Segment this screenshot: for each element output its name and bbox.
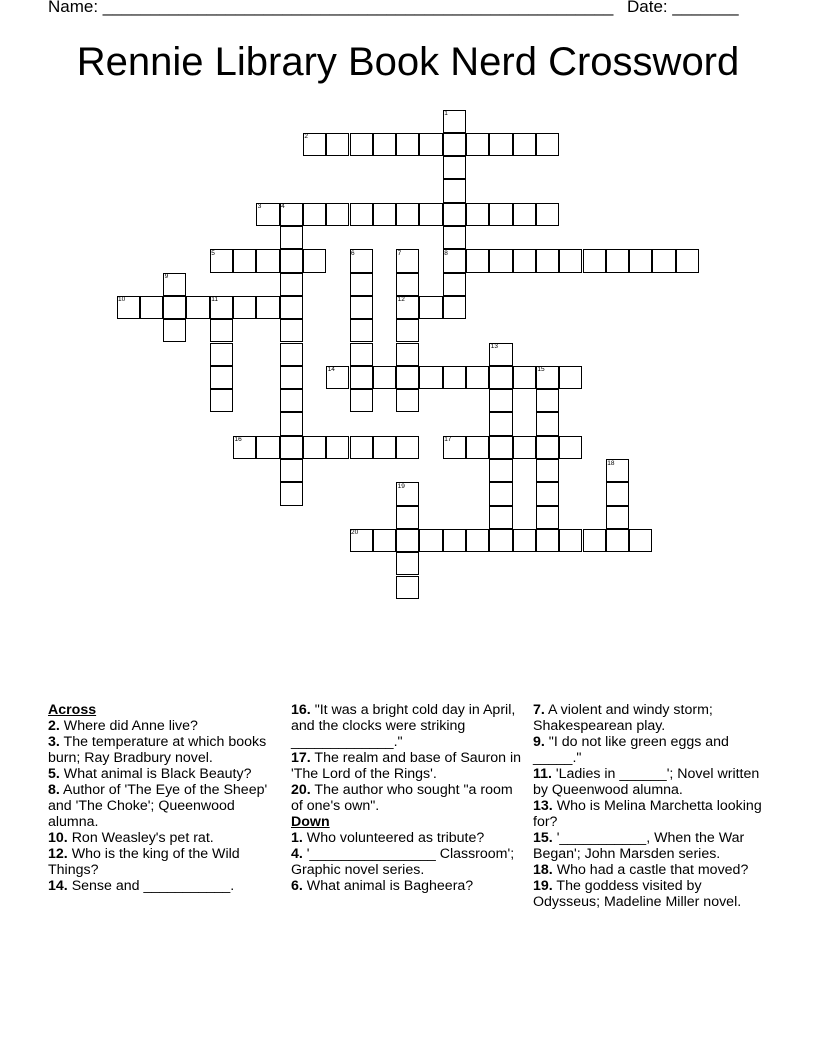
clue-number-label: 20 (351, 529, 359, 537)
grid-cell[interactable] (466, 436, 489, 459)
grid-cell[interactable] (256, 296, 279, 319)
grid-cell[interactable] (652, 249, 675, 272)
grid-cell[interactable] (396, 343, 419, 366)
clue-across-14 (48, 878, 284, 894)
grid-cell[interactable] (280, 366, 303, 389)
grid-cell[interactable] (396, 319, 419, 342)
grid-cell[interactable] (303, 203, 326, 226)
grid-cell[interactable] (396, 506, 419, 529)
clue-text: Author of 'The Eye of the Sheep' and 'The Choke'; Queenwood alumna. (48, 782, 268, 830)
grid-cell[interactable] (536, 249, 559, 272)
grid-cell[interactable] (489, 529, 512, 552)
clue-number-label: 13 (490, 343, 499, 350)
grid-cell[interactable] (583, 249, 606, 272)
clue-number: 17. (291, 750, 311, 766)
clue-column-2 (291, 702, 527, 894)
grid-cell[interactable] (419, 366, 442, 389)
clue-across-8 (48, 782, 284, 830)
grid-cell[interactable] (606, 249, 629, 272)
clue-column-1 (48, 702, 284, 894)
clue-number: 16. (291, 702, 311, 718)
clue-text: 'Ladies in ______'; Novel written by Queenwood alumna. (533, 766, 760, 798)
grid-cell[interactable] (513, 249, 536, 272)
grid-cell[interactable] (280, 249, 303, 272)
grid-cell[interactable] (163, 296, 186, 319)
grid-cell[interactable] (326, 436, 349, 459)
grid-cell[interactable] (350, 133, 373, 156)
clue-number: 15. (533, 830, 553, 846)
grid-cell[interactable] (606, 482, 629, 505)
clue-across-10 (48, 830, 284, 846)
grid-cell[interactable] (210, 389, 233, 412)
grid-cell[interactable] (396, 436, 419, 459)
grid-cell[interactable] (140, 296, 163, 319)
date-field-label[interactable]: Date: _______ (627, 0, 739, 16)
across-heading: Across (48, 702, 97, 718)
clue-number: 9. (533, 734, 545, 750)
grid-cell[interactable] (489, 133, 512, 156)
grid-cell[interactable] (350, 389, 373, 412)
grid-cell[interactable] (396, 133, 419, 156)
clue-number: 6. (291, 878, 303, 894)
clue-down-13 (533, 798, 769, 830)
grid-cell[interactable] (396, 389, 419, 412)
clue-text: "I do not like green eggs and _____." (533, 734, 729, 766)
clue-text: Who is Melina Marchetta looking for? (533, 798, 762, 830)
grid-cell[interactable] (350, 273, 373, 296)
clue-number-label: 14 (327, 366, 335, 374)
grid-cell[interactable] (280, 412, 303, 435)
grid-cell[interactable] (373, 366, 396, 389)
clue-number: 4. (291, 846, 303, 862)
grid-cell[interactable] (489, 203, 512, 226)
grid-cell[interactable] (536, 506, 559, 529)
clue-number-label: 1 (444, 110, 448, 117)
grid-cell[interactable] (373, 133, 396, 156)
grid-cell[interactable] (629, 249, 652, 272)
page-title: Rennie Library Book Nerd Crossword (76, 40, 740, 84)
grid-cell[interactable] (419, 203, 442, 226)
clue-number-label: 2 (304, 133, 309, 141)
clue-number-label: 4 (281, 203, 285, 211)
grid-cell[interactable] (513, 203, 536, 226)
grid-cell[interactable] (419, 296, 442, 319)
down-heading: Down (291, 814, 330, 830)
grid-cell[interactable] (513, 366, 536, 389)
clue-across-12 (48, 846, 284, 878)
clue-number: 8. (48, 782, 60, 798)
grid-cell[interactable] (536, 389, 559, 412)
grid-cell[interactable] (233, 296, 256, 319)
clue-down-4 (291, 846, 527, 878)
clue-number: 3. (48, 734, 60, 750)
grid-cell[interactable] (466, 133, 489, 156)
grid-cell[interactable] (443, 529, 466, 552)
grid-cell[interactable] (373, 529, 396, 552)
clue-text: Sense and ___________. (71, 878, 235, 894)
grid-cell[interactable] (186, 296, 209, 319)
clue-number-label: 15 (537, 366, 545, 374)
clue-text: Who volunteered as tribute? (306, 830, 485, 846)
grid-cell[interactable] (443, 366, 466, 389)
grid-cell[interactable] (210, 343, 233, 366)
grid-cell[interactable] (443, 156, 466, 179)
clue-number-label: 8 (444, 249, 448, 257)
grid-cell[interactable] (350, 203, 373, 226)
clue-number-label: 9 (164, 273, 169, 281)
grid-cell[interactable] (373, 436, 396, 459)
clue-number: 5. (48, 766, 60, 782)
clue-text: What animal is Bagheera? (306, 878, 474, 894)
grid-cell[interactable] (396, 273, 419, 296)
grid-cell[interactable] (489, 366, 512, 389)
grid-cell[interactable] (419, 529, 442, 552)
grid-cell[interactable] (233, 249, 256, 272)
grid-cell[interactable] (210, 366, 233, 389)
clue-down-6 (291, 878, 527, 894)
clue-down-1 (291, 830, 527, 846)
grid-cell[interactable] (350, 343, 373, 366)
grid-cell[interactable] (280, 389, 303, 412)
clue-text: The goddess visited by Odysseus; Madeline Miller novel. (533, 878, 742, 910)
grid-cell[interactable] (373, 203, 396, 226)
grid-cell[interactable] (536, 412, 559, 435)
clue-number: 18. (533, 862, 553, 878)
clue-across-5 (48, 766, 284, 782)
clue-text: Where did Anne live? (63, 718, 198, 734)
clue-column-3 (533, 702, 769, 910)
grid-cell[interactable] (489, 436, 512, 459)
clue-text: A violent and windy storm; Shakespearean play. (533, 702, 713, 734)
grid-cell[interactable] (280, 459, 303, 482)
clue-number: 19. (533, 878, 553, 894)
grid-cell[interactable] (326, 203, 349, 226)
clue-across-20 (291, 782, 527, 814)
grid-cell[interactable] (280, 226, 303, 249)
clue-number: 13. (533, 798, 553, 814)
grid-cell[interactable] (326, 133, 349, 156)
clue-number: 1. (291, 830, 303, 846)
grid-cell[interactable] (559, 529, 582, 552)
clue-number-label: 18 (607, 459, 615, 467)
grid-cell[interactable] (350, 436, 373, 459)
grid-cell[interactable] (443, 203, 466, 226)
clue-across-17 (291, 750, 527, 782)
clue-number: 7. (533, 702, 545, 718)
clue-number-label: 6 (351, 249, 355, 257)
clue-number-label: 16 (234, 436, 242, 444)
grid-cell[interactable] (466, 529, 489, 552)
clue-number: 10. (48, 830, 68, 846)
grid-cell[interactable] (396, 552, 419, 575)
clue-across-2 (48, 718, 284, 734)
grid-cell[interactable] (163, 319, 186, 342)
grid-cell[interactable] (419, 133, 442, 156)
grid-cell[interactable] (280, 482, 303, 505)
clue-number-label: 19 (397, 482, 405, 490)
clue-text: The temperature at which books burn; Ray Bradbury novel. (48, 734, 267, 766)
grid-cell[interactable] (280, 436, 303, 459)
grid-cell[interactable] (443, 133, 466, 156)
name-field-label[interactable]: Name: ______________________________________________________ (48, 0, 614, 16)
clue-down-9 (533, 734, 769, 766)
grid-cell[interactable] (559, 249, 582, 272)
grid-cell[interactable] (489, 412, 512, 435)
grid-cell[interactable] (350, 366, 373, 389)
grid-cell[interactable] (280, 343, 303, 366)
grid-cell[interactable] (536, 529, 559, 552)
grid-cell[interactable] (513, 436, 536, 459)
clue-down-7 (533, 702, 769, 734)
grid-cell[interactable] (350, 319, 373, 342)
clue-number: 2. (48, 718, 60, 734)
grid-cell[interactable] (280, 319, 303, 342)
clue-number-label: 5 (211, 249, 215, 257)
grid-cell[interactable] (466, 203, 489, 226)
grid-cell[interactable] (489, 482, 512, 505)
grid-cell[interactable] (396, 203, 419, 226)
grid-cell[interactable] (256, 436, 279, 459)
grid-cell[interactable] (536, 436, 559, 459)
clue-text: What animal is Black Beauty? (63, 766, 252, 782)
clue-across-3 (48, 734, 284, 766)
clue-number: 14. (48, 878, 68, 894)
clue-text: Who is the king of the Wild Things? (48, 846, 240, 878)
clue-text: "It was a bright cold day in April, and the clocks were striking _____________." (291, 702, 516, 750)
clue-text: '________________ Classroom'; Graphic novel series. (291, 846, 515, 878)
clue-number: 11. (533, 766, 552, 782)
grid-cell[interactable] (536, 459, 559, 482)
grid-cell[interactable] (303, 436, 326, 459)
grid-cell[interactable] (489, 249, 512, 272)
clue-number-label: 12 (397, 296, 405, 304)
clue-number-label: 10 (118, 296, 126, 304)
grid-cell[interactable] (676, 249, 699, 272)
grid-cell[interactable] (489, 506, 512, 529)
clue-down-15 (533, 830, 769, 862)
grid-cell[interactable] (280, 296, 303, 319)
grid-cell[interactable] (466, 249, 489, 272)
grid-cell[interactable] (536, 482, 559, 505)
grid-cell[interactable] (396, 366, 419, 389)
grid-cell[interactable] (536, 203, 559, 226)
clue-down-18 (533, 862, 769, 878)
grid-cell[interactable] (396, 529, 419, 552)
grid-cell[interactable] (629, 529, 652, 552)
grid-cell[interactable] (256, 249, 279, 272)
grid-cell[interactable] (443, 273, 466, 296)
grid-cell[interactable] (443, 296, 466, 319)
grid-cell[interactable] (303, 249, 326, 272)
grid-cell[interactable] (606, 529, 629, 552)
clue-number: 12. (48, 846, 68, 862)
clue-number-label: 17 (444, 436, 452, 444)
clue-number-label: 11 (211, 296, 218, 304)
clue-down-11 (533, 766, 769, 798)
grid-cell[interactable] (513, 133, 536, 156)
clue-across-16 (291, 702, 527, 750)
grid-cell[interactable] (489, 459, 512, 482)
grid-cell[interactable] (606, 506, 629, 529)
clue-text: '___________, When the War Began'; John Marsden series. (533, 830, 745, 862)
clue-text: Ron Weasley's pet rat. (71, 830, 214, 846)
clue-number: 20. (291, 782, 311, 798)
grid-cell[interactable] (280, 273, 303, 296)
grid-cell[interactable] (466, 366, 489, 389)
grid-cell[interactable] (443, 179, 466, 202)
clue-text: The author who sought "a room of one's own". (291, 782, 513, 814)
grid-cell[interactable] (559, 436, 582, 459)
grid-cell[interactable] (396, 576, 419, 599)
grid-cell[interactable] (210, 319, 233, 342)
clue-text: The realm and base of Sauron in 'The Lord of the Rings'. (291, 750, 522, 782)
grid-cell[interactable] (559, 366, 582, 389)
clue-number-label: 7 (397, 249, 402, 257)
grid-cell[interactable] (513, 529, 536, 552)
grid-cell[interactable] (489, 389, 512, 412)
grid-cell[interactable] (443, 226, 466, 249)
clue-down-19 (533, 878, 769, 910)
grid-cell[interactable] (536, 133, 559, 156)
clue-text: Who had a castle that moved? (556, 862, 749, 878)
grid-cell[interactable] (350, 296, 373, 319)
grid-cell[interactable] (583, 529, 606, 552)
clue-number-label: 3 (257, 203, 262, 211)
